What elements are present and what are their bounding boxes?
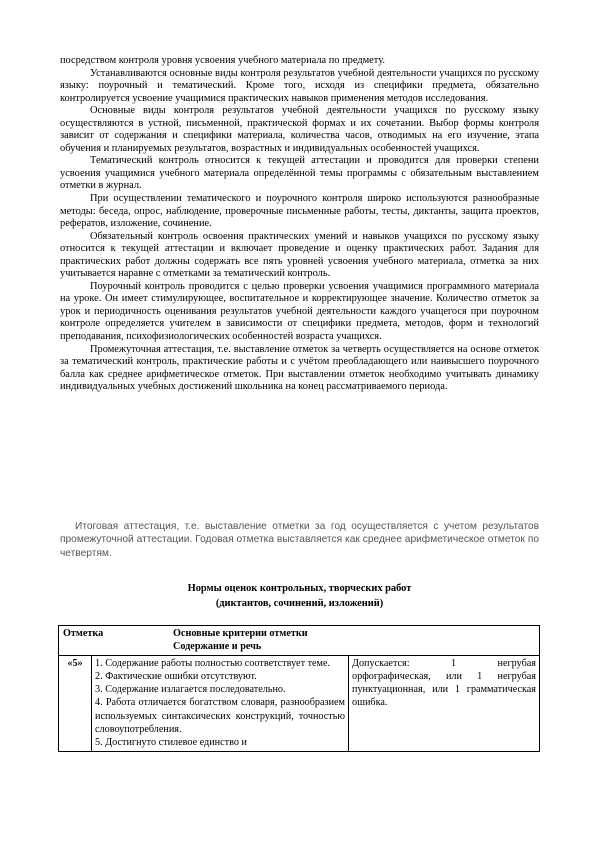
header-criteria: Основные критерии отметки: [173, 628, 308, 639]
allowed-errors-cell: [349, 655, 540, 751]
grade-cell: «5»: [59, 655, 92, 751]
heading-line-2: (диктантов, сочинений, изложений): [215, 598, 384, 609]
body-text: [60, 55, 539, 394]
criterion-item: 2. Фактические ошибки отсутствуют.: [95, 670, 257, 682]
paragraph-final-attestation: Итоговая аттестация, т.е. выставление отметки за год осуществляется с учетом результатов промежуточной аттестации. Годовая отметка выставляется как среднее арифметическое отметок по четвертям.: [60, 521, 539, 559]
section-heading: [60, 581, 539, 611]
table-header-row: [59, 626, 540, 656]
paragraph-control-types: Устанавливаются основные виды контроля результатов учебной деятельности учащихся по русскому языку: поурочный и тематический. Кроме того, исходя из специфики предмета, обязательно контролируется усвоение учащимися практических навыков применения методов исследования.: [60, 67, 539, 104]
paragraph-continuation: посредством контроля уровня усвоения учебного материала по предмету.: [60, 55, 385, 66]
table-header-cell: [59, 626, 540, 656]
criteria-cell: [92, 655, 349, 751]
grading-norms-table: [58, 625, 540, 752]
paragraph-mandatory-control: Обязательный контроль освоения практических умений и навыков учащихся по русскому языку относится к текущей аттестации и включает проведение и оценку практических работ. Задания для практических работ должны содержать все пять уровней усвоения учебного материала, отметка за них учитывается наравне с отметками за тематический контроль.: [60, 230, 539, 280]
allowed-errors-text: Допускается: 1 негрубая орфографическая, или 1 негрубая пунктуационная, или 1 грамматическая ошибка.: [352, 657, 536, 709]
header-grade: Отметка: [63, 628, 104, 639]
criterion-item: 4. Работа отличается богатством словаря, разнообразием используемых синтаксических конструкций, точностью словоупотребления.: [95, 697, 345, 736]
heading-line-1: Нормы оценок контрольных, творческих работ: [187, 583, 412, 594]
paragraph-lesson-control: Поурочный контроль проводится с целью проверки усвоения учащимися программного материала на уроке. Он имеет стимулирующее, воспитательное и корректирующее значение. Количество отметок за урок и периодичность оценивания результатов учебной деятельности каждого учащегося при поурочном контроле определяется учителем в зависимости от специфики предмета, методов, форм и технологий преподавания, психофизиологических особенностей возраста учащихся.: [60, 280, 539, 343]
paragraph-intermediate-attestation: Промежуточная аттестация, т.е. выставление отметок за четверть осуществляется на основе отметок за тематический контроль, практические работы и с учётом преобладающего или наивысшего поурочного балла как среднее арифметическое отметок. При выставлении отметок необходимо учитывать динамику индивидуальных учебных достижений школьника на конец рассматриваемого периода.: [60, 343, 539, 393]
criterion-item: 1. Содержание работы полностью соответствует теме.: [95, 657, 331, 669]
paragraph-control-forms: Основные виды контроля результатов учебной деятельности учащихся по русскому языку осуществляются в устной, письменной, практической формах и их сочетании. Выбор формы контроля зависит от содержания и специфики материала, количества часов, отводимых на его изучение, этапа обучения и планируемых результатов, возрастных и индивидуальных особенностей учащихся.: [60, 105, 539, 154]
paragraph-methods: При осуществлении тематического и поурочного контроля широко используются разнообразные методы: беседа, опрос, наблюдение, проверочные письменные работы, тесты, диктанты, защита проектов, рефератов, изложение, сочинение.: [60, 193, 539, 230]
criterion-item: 5. Достигнуто стилевое единство и: [95, 737, 247, 749]
table-row: [59, 655, 540, 751]
header-subcriteria: Содержание и речь: [173, 641, 262, 653]
criterion-item: 3. Содержание излагается последовательно.: [95, 684, 286, 696]
paragraph-thematic-control: Тематический контроль относится к текущей аттестации и проводится для проверки степени усвоения учащимися учебного материала определённой темы программы с обязательным выставлением отметки в журнал.: [60, 155, 539, 192]
